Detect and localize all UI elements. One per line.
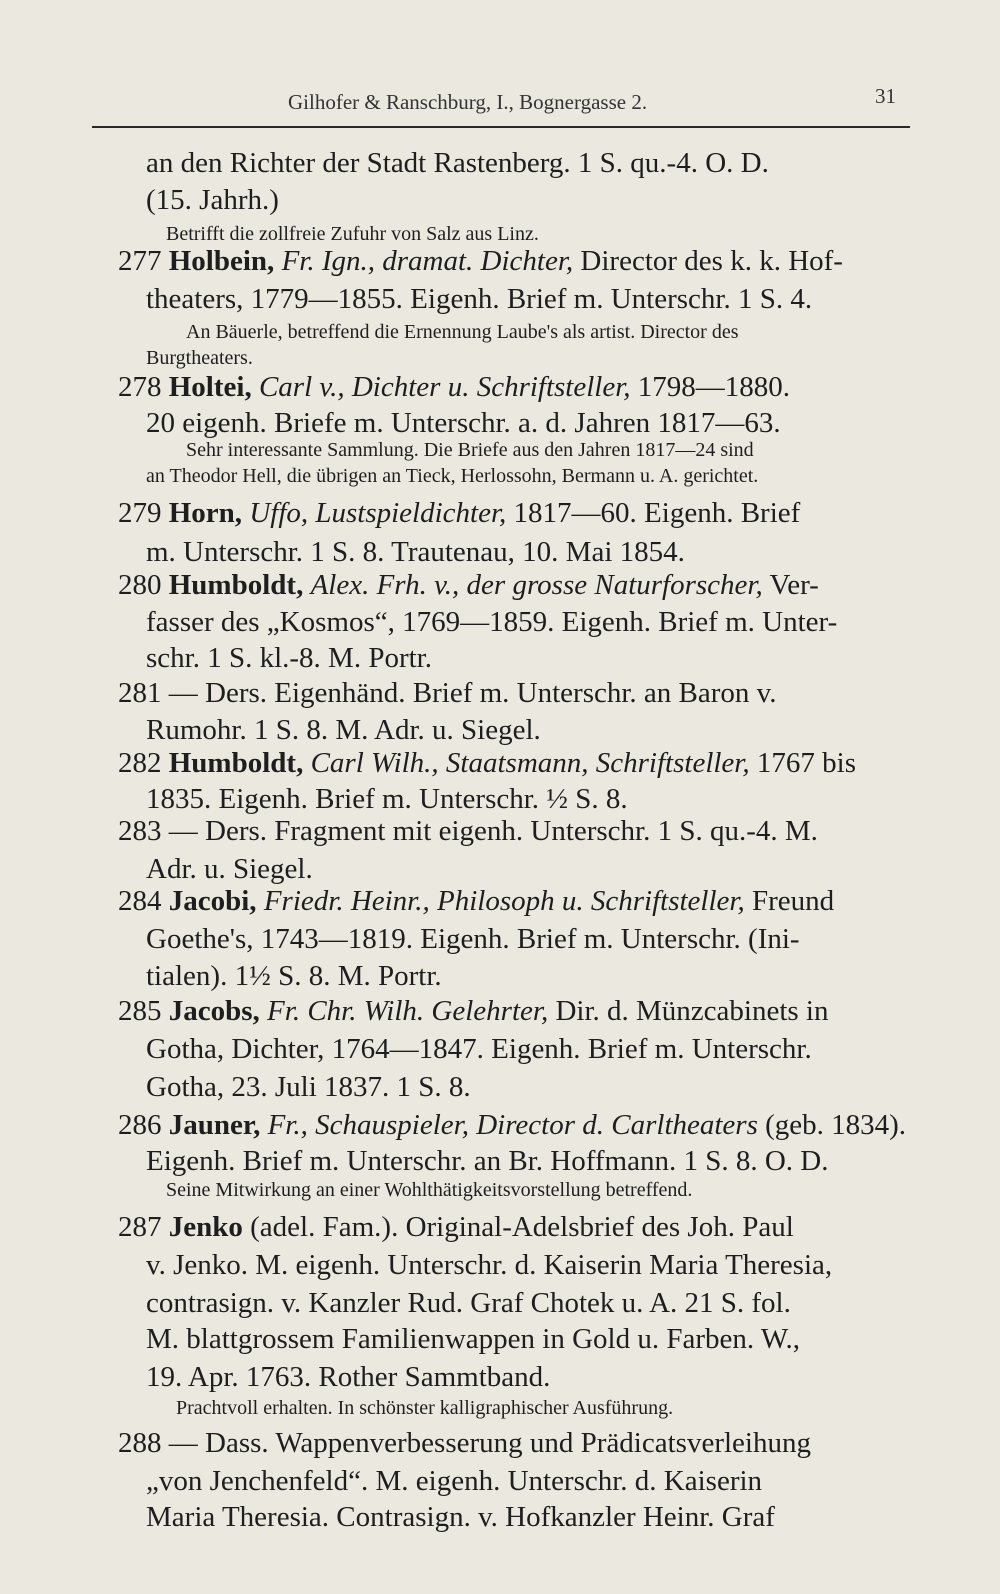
entry-name: Humboldt, [168,569,304,601]
entry-number: 285 [118,995,162,1027]
entry-name: Jauner, [168,1109,261,1141]
entry-text: 1798—1880. [637,371,791,403]
entry-line: 19. Apr. 1763. Rother Sammtband. [146,1361,551,1393]
entry-note: Burgtheaters. [146,347,253,369]
entry-line: Maria Theresia. Contrasign. v. Hofkanzler Heinr. Graf [146,1501,775,1533]
page-header [110,84,910,120]
entry-text: 1817—60. Eigenh. Brief [513,497,801,529]
entry-name: Humboldt, [168,747,304,779]
entry-number: 279 [118,497,162,529]
entry-number: 281 [118,677,162,709]
entry-text: (adel. Fam.). Original-Adelsbrief des Joh. Paul [250,1211,794,1243]
entry-line: Gotha, Dichter, 1764—1847. Eigenh. Brief m. Unterschr. [146,1033,812,1065]
entry-text: Dir. d. Münzcabinets in [555,995,829,1027]
entry-285 [118,994,829,1028]
entry-number: 286 [118,1109,162,1141]
entry-note: Prachtvoll erhalten. In schönster kalligraphischer Ausführung. [176,1397,674,1419]
entry-number: 278 [118,371,162,403]
entry-role: Fr., Schauspieler, Director d. Carltheaters [267,1109,758,1141]
page-number: 31 [875,84,896,108]
entry-line: (15. Jahrh.) [146,184,279,216]
entry-line: Adr. u. Siegel. [146,853,313,885]
entry-line: schr. 1 S. kl.-8. M. Portr. [146,642,432,674]
entry-number: 283 [118,815,162,847]
entry-line: contrasign. v. Kanzler Rud. Graf Chotek u. A. 21 S. fol. [146,1287,791,1319]
entry-note: Seine Mitwirkung an einer Wohlthätigkeitsvorstellung betreffend. [166,1179,693,1201]
entry-line: 1835. Eigenh. Brief m. Unterschr. ½ S. 8. [146,783,628,815]
entry-note: Sehr interessante Sammlung. Die Briefe aus den Jahren 1817—24 sind [186,439,754,461]
entry-role: Uffo, Lustspieldichter, [249,497,507,529]
entry-282 [118,746,856,780]
entry-number: 287 [118,1211,162,1243]
entry-286 [118,1108,906,1142]
entry-text: (geb. 1834). [765,1109,907,1141]
entry-text: Director des k. k. Hof- [580,245,843,277]
entry-number: 288 [118,1427,162,1459]
entry-note: an Theodor Hell, die übrigen an Tieck, Herlossohn, Bermann u. A. gerichtet. [146,465,759,487]
entry-text: Ver- [769,569,819,601]
entry-280 [118,568,819,602]
entry-line: m. Unterschr. 1 S. 8. Trautenau, 10. Mai 1854. [146,536,685,568]
entry-283 [118,814,818,848]
entry-284 [118,884,834,918]
entry-number: 277 [118,245,162,277]
entry-277 [118,244,843,278]
entry-text: — Ders. Fragment mit eigenh. Unterschr. 1 S. qu.-4. M. [168,815,818,847]
entry-text: Freund [751,885,835,917]
entry-line: an den Richter der Stadt Rastenberg. 1 S. qu.-4. O. D. [146,147,769,179]
header-rule [92,126,910,128]
entry-name: Jacobi, [168,885,257,917]
entry-line: tialen). 1½ S. 8. M. Portr. [146,960,442,992]
entry-line: 20 eigenh. Briefe m. Unterschr. a. d. Jahren 1817—63. [146,407,781,439]
entry-281 [118,676,777,710]
entry-287 [118,1210,794,1244]
entry-line: „von Jenchenfeld“. M. eigenh. Unterschr. d. Kaiserin [146,1465,763,1497]
entry-number: 284 [118,885,162,917]
entry-line: fasser des „Kosmos“, 1769—1859. Eigenh. Brief m. Unter- [146,606,838,638]
entry-role: Carl v., Dichter u. Schriftsteller, [258,371,631,403]
entry-role: Fr. Chr. Wilh. Gelehrter, [267,995,549,1027]
entry-line: Gotha, 23. Juli 1837. 1 S. 8. [146,1071,471,1103]
entry-text: 1767 bis [756,747,856,779]
entry-note: Betrifft die zollfreie Zufuhr von Salz aus Linz. [166,223,539,245]
entry-name: Horn, [168,497,243,529]
entry-name: Jacobs, [168,995,260,1027]
entry-line: Eigenh. Brief m. Unterschr. an Br. Hoffmann. 1 S. 8. O. D. [146,1145,829,1177]
entry-line: v. Jenko. M. eigenh. Unterschr. d. Kaiserin Maria Theresia, [146,1249,833,1281]
entry-number: 280 [118,569,162,601]
entry-288 [118,1426,811,1460]
entry-text: — Ders. Eigenhänd. Brief m. Unterschr. an Baron v. [168,677,777,709]
entry-278 [118,370,790,404]
entry-line: M. blattgrossem Familienwappen in Gold u. Farben. W., [146,1323,801,1355]
entry-line: theaters, 1779—1855. Eigenh. Brief m. Unterschr. 1 S. 4. [146,283,813,315]
running-title: Gilhofer & Ranschburg, I., Bognergasse 2. [288,90,648,114]
entry-role: Friedr. Heinr., Philosoph u. Schriftsteller, [263,885,745,917]
entry-role: Fr. Ign., dramat. Dichter, [281,245,574,277]
entry-279 [118,496,800,530]
entry-line: Rumohr. 1 S. 8. M. Adr. u. Siegel. [146,714,541,746]
entry-role: Carl Wilh., Staatsmann, Schriftsteller, [310,747,750,779]
entry-number: 282 [118,747,162,779]
entry-text: — Dass. Wappenverbesserung und Prädicatsverleihung [168,1427,811,1459]
entry-note: An Bäuerle, betreffend die Ernennung Laube's als artist. Director des [186,321,739,343]
entry-line: Goethe's, 1743—1819. Eigenh. Brief m. Unterschr. (Ini- [146,923,800,955]
entry-name: Jenko [168,1211,243,1243]
entry-name: Holtei, [168,371,252,403]
entry-role: Alex. Frh. v., der grosse Naturforscher, [310,569,763,601]
entry-name: Holbein, [168,245,275,277]
